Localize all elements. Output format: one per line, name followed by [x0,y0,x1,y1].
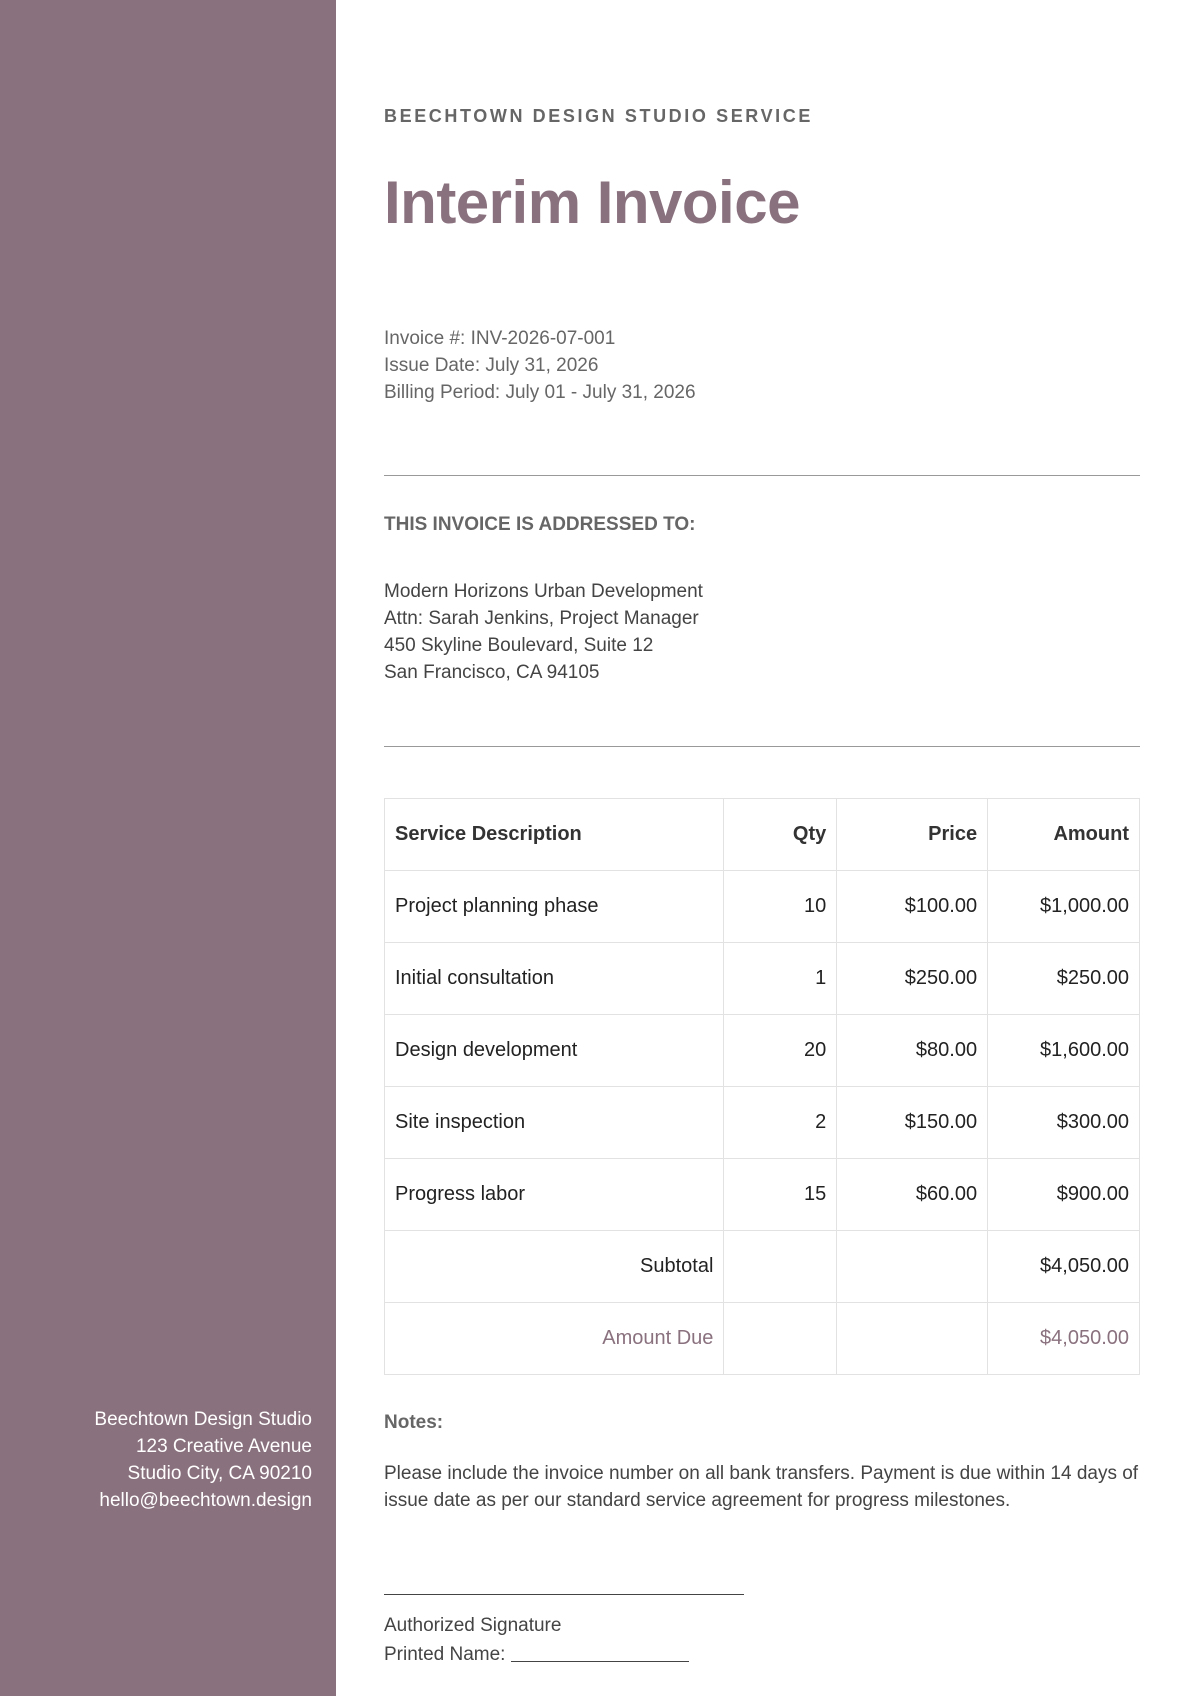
row-price: $100.00 [837,871,988,943]
sidebar [0,0,336,1696]
sender-city: Studio City, CA 90210 [127,1463,312,1484]
signature-line [384,1594,744,1595]
row-amount: $1,600.00 [988,1015,1140,1087]
printed-name-label: Printed Name: [384,1644,506,1665]
row-price: $60.00 [837,1159,988,1231]
row-amount: $300.00 [988,1087,1140,1159]
printed-name [384,1644,689,1666]
issue-date: Issue Date: July 31, 2026 [384,355,599,376]
row-qty: 2 [724,1087,837,1159]
notes-label: Notes: [384,1412,444,1433]
addressee-company: Modern Horizons Urban Development [384,581,703,602]
row-amount: $250.00 [988,943,1140,1015]
page-title: Interim Invoice [384,169,800,236]
invoice-number: Invoice #: INV-2026-07-001 [384,328,616,349]
empty-cell [724,1231,837,1303]
printed-name-line [511,1661,689,1662]
row-price: $250.00 [837,943,988,1015]
row-qty: 1 [724,943,837,1015]
row-description: Initial consultation [385,943,724,1015]
row-price: $80.00 [837,1015,988,1087]
empty-cell [837,1231,988,1303]
divider [384,746,1140,747]
empty-cell [724,1303,837,1375]
table-row [385,943,1140,1015]
row-description: Project planning phase [385,871,724,943]
amount-due-value: $4,050.00 [988,1303,1140,1375]
amount-due-label: Amount Due [385,1303,724,1375]
table-header-row [385,799,1140,871]
addressee-street: 450 Skyline Boulevard, Suite 12 [384,635,654,656]
sender-address [94,1406,312,1514]
invoice-meta [384,325,696,406]
header-amount: Amount [988,799,1140,871]
header-description: Service Description [385,799,724,871]
sender-name: Beechtown Design Studio [94,1409,312,1430]
subtotal-row [385,1231,1140,1303]
divider [384,475,1140,476]
row-description: Site inspection [385,1087,724,1159]
amount-due-row [385,1303,1140,1375]
notes-text: Please include the invoice number on all bank transfers. Payment is due within 14 days of issue date as per our standard service agreement for progress milestones. [384,1463,1139,1511]
authorized-signature-label: Authorized Signature [384,1615,562,1636]
addressee-city: San Francisco, CA 94105 [384,662,600,683]
addressee-label: THIS INVOICE IS ADDRESSED TO: [384,514,696,535]
billing-period: Billing Period: July 01 - July 31, 2026 [384,382,696,403]
header-price: Price [837,799,988,871]
row-description: Progress labor [385,1159,724,1231]
table-row [385,1015,1140,1087]
subtotal-label: Subtotal [385,1231,724,1303]
row-description: Design development [385,1015,724,1087]
sender-email[interactable]: hello@beechtown.design [99,1490,312,1511]
addressee-attn: Attn: Sarah Jenkins, Project Manager [384,608,699,629]
studio-label: BEECHTOWN DESIGN STUDIO SERVICE [384,106,813,126]
row-qty: 10 [724,871,837,943]
row-amount: $1,000.00 [988,871,1140,943]
sender-street: 123 Creative Avenue [135,1436,312,1457]
row-qty: 15 [724,1159,837,1231]
empty-cell [837,1303,988,1375]
row-price: $150.00 [837,1087,988,1159]
table-row [385,1087,1140,1159]
subtotal-value: $4,050.00 [988,1231,1140,1303]
header-qty: Qty [724,799,837,871]
table-row [385,871,1140,943]
addressee-block [384,578,703,686]
table-row [385,1159,1140,1231]
row-amount: $900.00 [988,1159,1140,1231]
line-items-table [384,798,1140,1375]
row-qty: 20 [724,1015,837,1087]
